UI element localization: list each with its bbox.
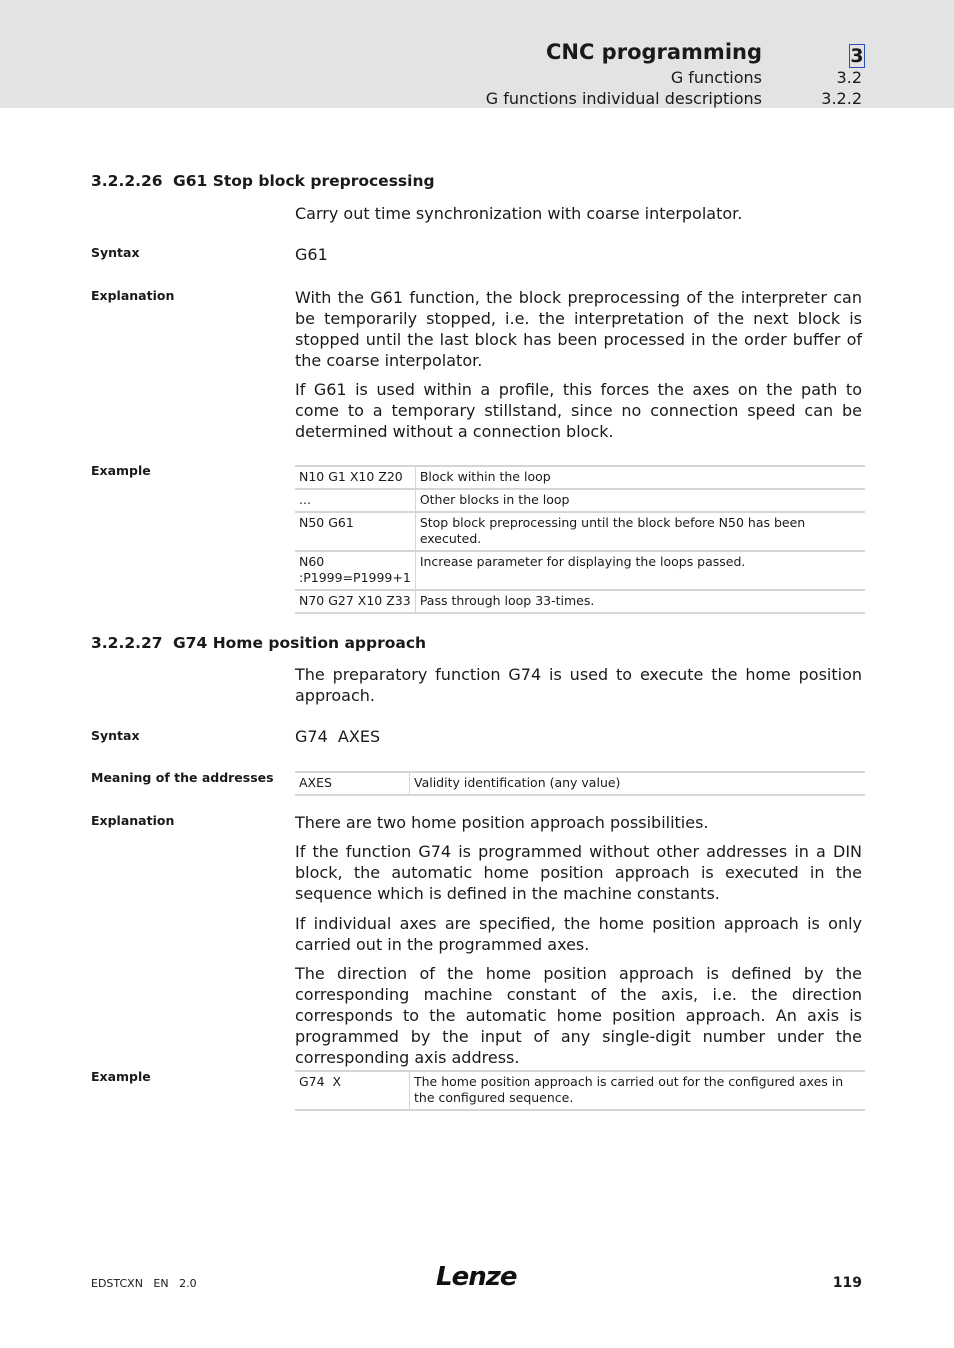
header-subtitle-2: G functions individual descriptions [485,89,762,108]
example-label: Example [91,463,151,478]
code-cell: N50 G61 [295,512,415,551]
example-table [295,465,865,614]
section-title: G74 Home position approach [173,634,427,652]
section-intro: Carry out time synchronization with coarse interpolator. [295,204,743,223]
syntax-code: G74 AXES [295,727,381,746]
table-row [295,466,865,489]
meaning-cell: Validity identification (any value) [410,772,866,795]
code-cell: G74 X [295,1071,410,1110]
address-cell: AXES [295,772,410,795]
example-label: Example [91,1069,151,1084]
code-cell: N10 G1 X10 Z20 [295,466,415,489]
explanation-paragraph: There are two home position approach possibilities. [295,813,709,832]
description-cell: Pass through loop 33-times. [415,590,865,613]
syntax-code: G61 [295,245,328,264]
section-intro: The preparatory function G74 is used to execute the home position approach. [295,665,862,705]
lenze-logo: Lenze [436,1262,517,1292]
section-heading-g61 [91,172,435,190]
code-cell: ... [295,489,415,512]
page-header [0,0,954,108]
table-row [295,512,865,551]
section-title: G61 Stop block preprocessing [173,172,435,190]
description-cell: Other blocks in the loop [415,489,865,512]
section-heading-g74 [91,634,426,652]
table-row [295,772,865,795]
section-number: 3.2.2.26 [91,172,163,190]
table-row [295,551,865,590]
syntax-label: Syntax [91,245,140,260]
section-number: 3.2.2.27 [91,634,163,652]
explanation-paragraph: The direction of the home position approach is defined by the corresponding machine constant of the axis, i.e. the direction corresponds to the automatic home position approach. An axis is programmed by the input of any single-digit number under the corresponding axis address. [295,964,862,1067]
description-cell: Stop block preprocessing until the block before N50 has been executed. [415,512,865,551]
address-table [295,771,865,796]
syntax-label: Syntax [91,728,140,743]
meaning-label: Meaning of the addresses [91,770,274,785]
table-row [295,590,865,613]
document-id: EDSTCXN EN 2.0 [91,1277,197,1290]
explanation-paragraph: If G61 is used within a profile, this forces the axes on the path to come to a temporary stillstand, since no connection speed can be determined without a connection block. [295,380,862,441]
page-number: 119 [832,1275,862,1291]
description-cell: Increase parameter for displaying the loops passed. [415,551,865,590]
code-cell: N60 :P1999=P1999+1 [295,551,415,590]
chapter-badge[interactable]: 3 [850,45,864,67]
explanation-label: Explanation [91,288,175,303]
header-subtitle-1: G functions [670,68,762,87]
code-cell: N70 G27 X10 Z33 [295,590,415,613]
header-subtitle-1-number: 3.2 [836,68,862,87]
description-cell: Block within the loop [415,466,865,489]
explanation-label: Explanation [91,813,175,828]
header-subtitle-2-number: 3.2.2 [821,89,862,108]
explanation-paragraph: With the G61 function, the block preprocessing of the interpreter can be temporarily stopped, i.e. the interpretation of the next block is stopped until the last block has been processed in the order buffer of the coarse interpolator. [295,288,862,370]
table-row [295,489,865,512]
example-table [295,1070,865,1111]
description-cell: The home position approach is carried out for the configured axes in the configured sequence. [410,1071,866,1110]
explanation-paragraph: If individual axes are specified, the home position approach is only carried out in the programmed axes. [295,914,862,954]
header-title: CNC programming [545,40,762,64]
table-row [295,1071,865,1110]
explanation-paragraph: If the function G74 is programmed without other addresses in a DIN block, the automatic home position approach is executed in the sequence which is defined in the machine constants. [295,842,862,903]
